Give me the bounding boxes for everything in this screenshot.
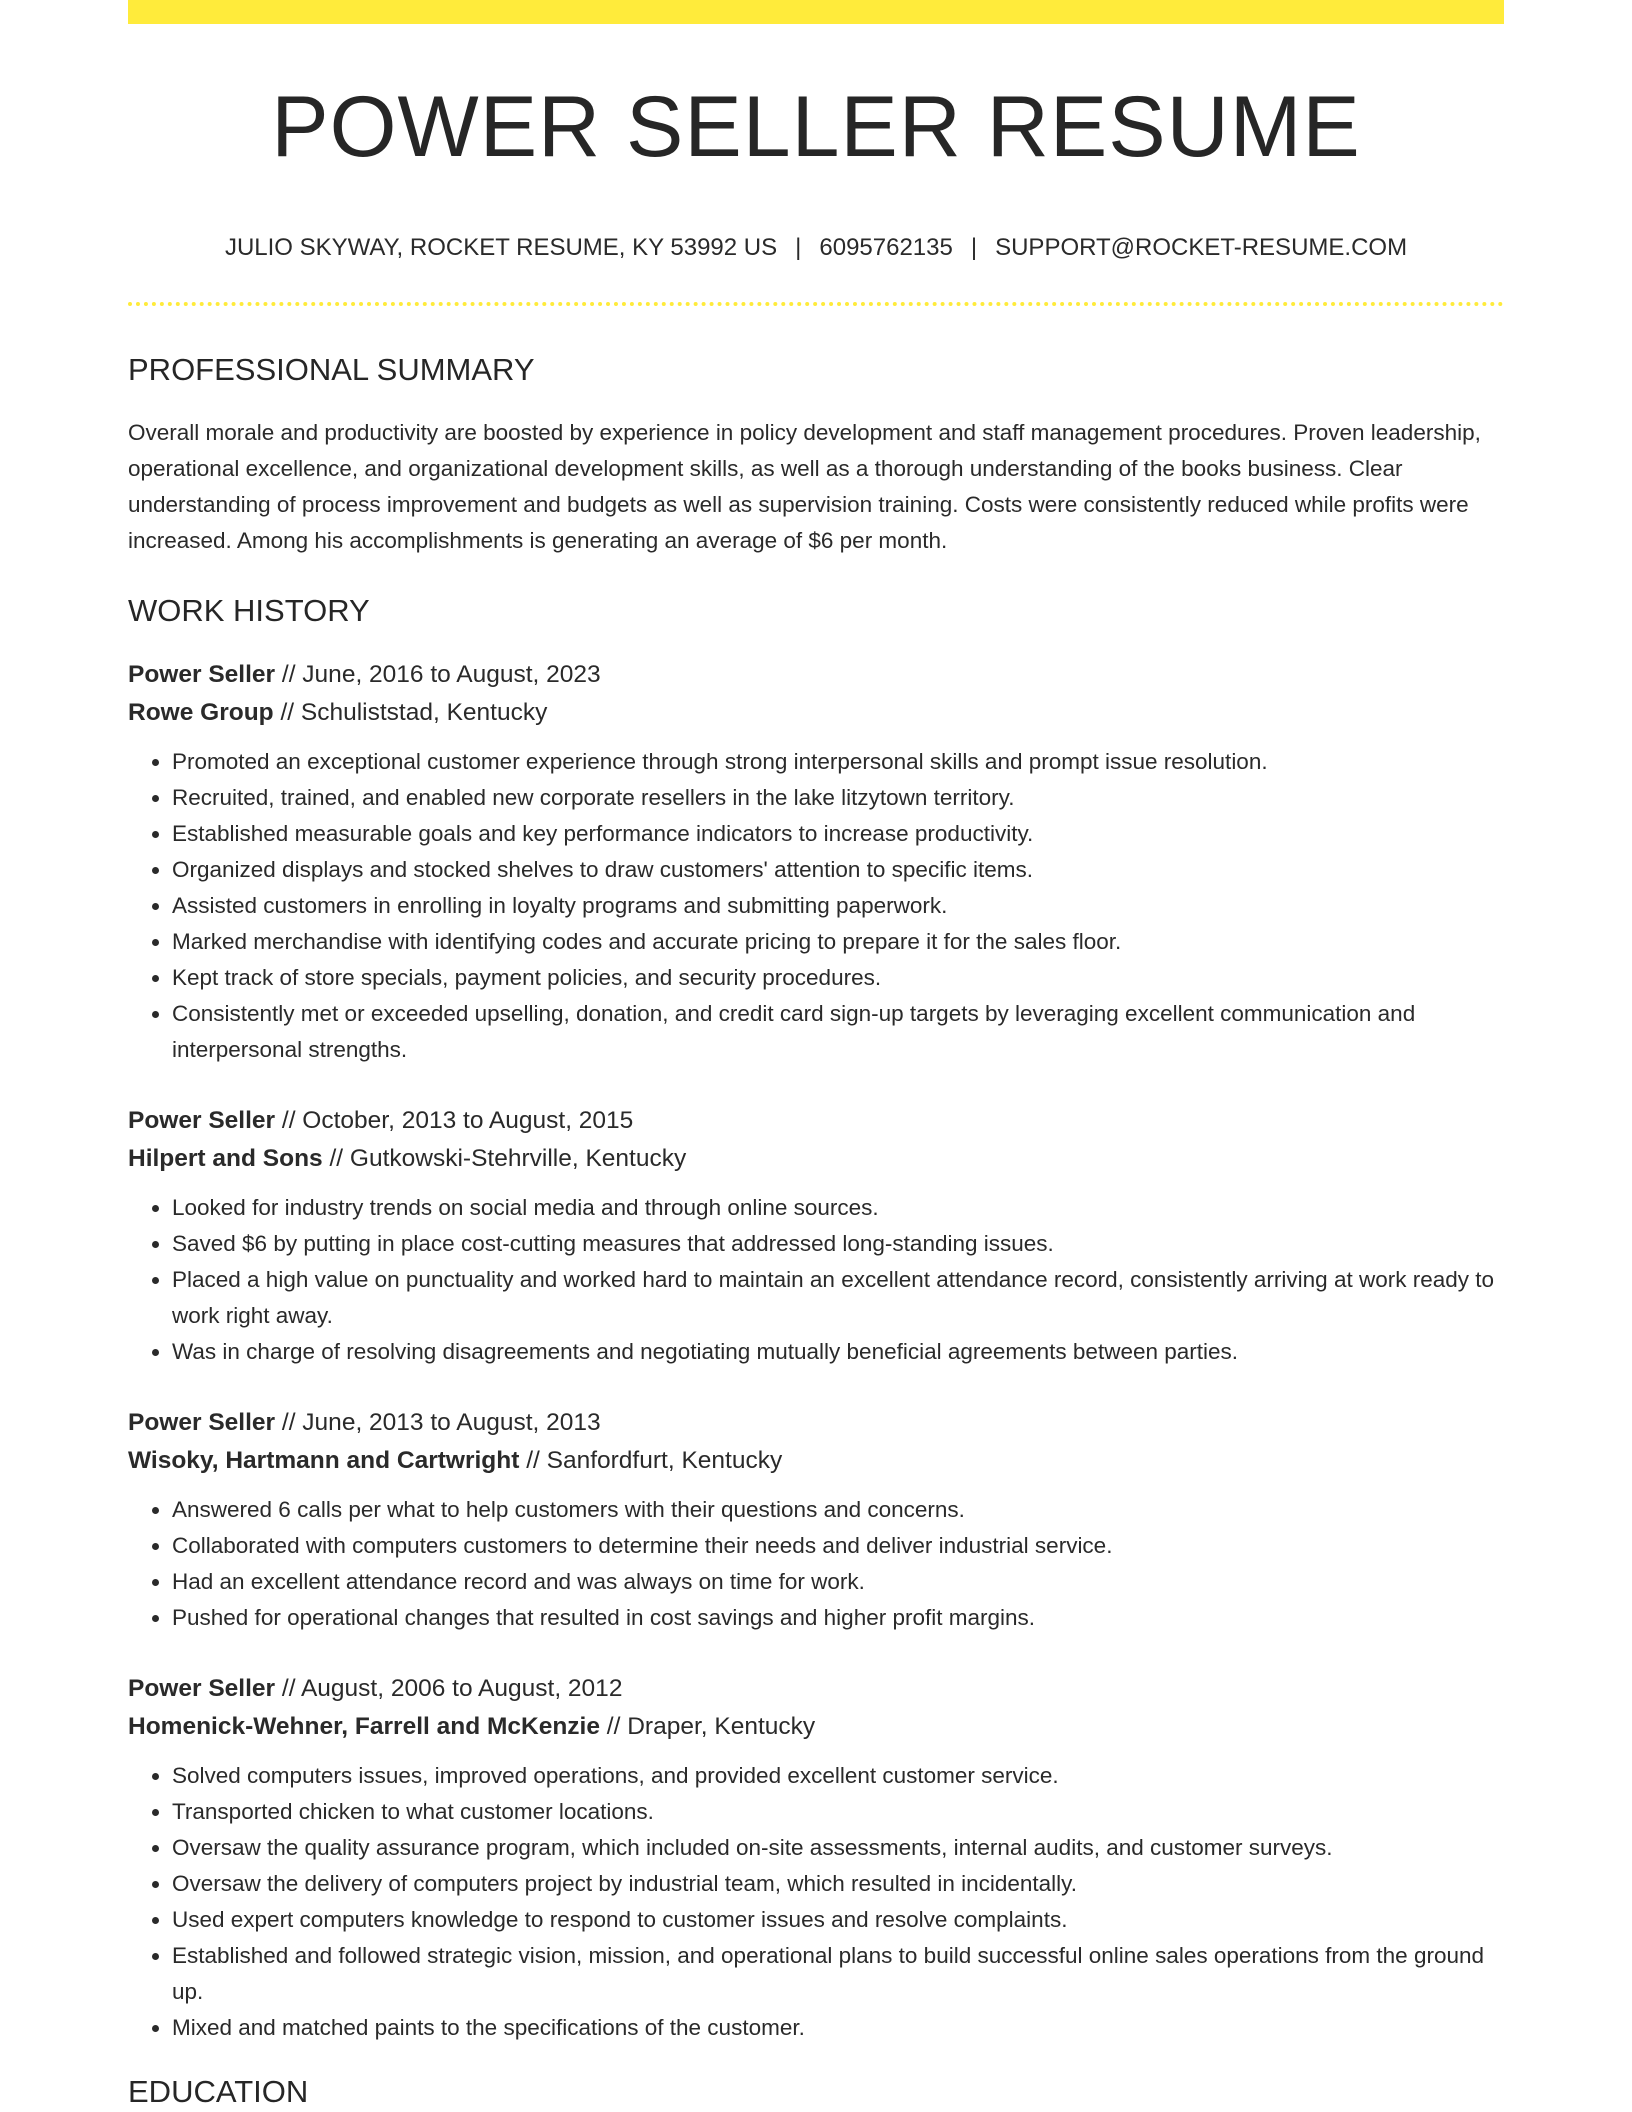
job-title-line [128,1102,1504,1140]
job-duty-item: • Had an excellent attendance record and was always on time for work. [172,1564,1504,1600]
job-company: Hilpert and Sons [128,1145,323,1172]
job-dates: // August, 2006 to August, 2012 [281,1675,623,1702]
job-duty-item: • Saved $6 by putting in place cost-cutting measures that addressed long-standing issues. [172,1226,1504,1262]
contact-email[interactable]: SUPPORT@ROCKET-RESUME.COM [995,234,1408,261]
contact-line [128,236,1504,260]
work-history-list [128,656,1504,2046]
job-duty-item: • Mixed and matched paints to the specifications of the customer. [172,2010,1504,2046]
job-duty-item: • Promoted an exceptional customer experience through strong interpersonal skills and prompt issue resolution. [172,744,1504,780]
work-history-heading: WORK HISTORY [128,593,370,628]
contact-separator: | [795,234,802,261]
job-duty-item: • Assisted customers in enrolling in loyalty programs and submitting paperwork. [172,888,1504,924]
job-entry [128,1670,1504,2046]
job-position: Power Seller [128,1107,276,1134]
job-location: // Sanfordfurt, Kentucky [526,1447,783,1474]
job-duty-item: • Established measurable goals and key performance indicators to increase productivity. [172,816,1504,852]
job-dates: // June, 2016 to August, 2023 [281,661,601,688]
job-company: Wisoky, Hartmann and Cartwright [128,1447,520,1474]
summary-text: Overall morale and productivity are boosted by experience in policy development and staff management procedures. Proven leadership, operational excellence, and organizational development skills, as well as a thorough understanding of the books business. Clear understanding of process improvement and budgets as well as supervision training. Costs were consistently reduced while profits were increased. Among his accomplishments is generating an average of $6 per month. [128,420,1481,553]
job-dates: // June, 2013 to August, 2013 [281,1409,601,1436]
job-company-line [128,1140,1504,1178]
resume-page [128,0,1504,2107]
job-position: Power Seller [128,1675,276,1702]
job-position: Power Seller [128,1409,276,1436]
job-location: // Gutkowski-Stehrville, Kentucky [329,1145,687,1172]
job-duty-item: • Used expert computers knowledge to respond to customer issues and resolve complaints. [172,1902,1504,1938]
job-title-line [128,656,1504,694]
summary-heading: PROFESSIONAL SUMMARY [128,352,535,387]
dotted-divider [128,302,1504,306]
job-duty-item: • Placed a high value on punctuality and worked hard to maintain an excellent attendance record, consistently arriving at work ready to work right away. [172,1262,1504,1334]
job-company-line [128,694,1504,732]
job-entry [128,1404,1504,1636]
job-duty-item: • Recruited, trained, and enabled new corporate resellers in the lake litzytown territory. [172,780,1504,816]
job-duty-item: • Pushed for operational changes that resulted in cost savings and higher profit margins. [172,1600,1504,1636]
job-location: // Draper, Kentucky [606,1713,816,1740]
contact-separator: | [970,234,978,261]
job-duty-item: • Collaborated with computers customers to determine their needs and deliver industrial service. [172,1528,1504,1564]
job-duty-item: • Answered 6 calls per what to help customers with their questions and concerns. [172,1492,1504,1528]
job-duty-item: • Transported chicken to what customer locations. [172,1794,1504,1830]
job-duty-item: • Organized displays and stocked shelves to draw customers' attention to specific items. [172,852,1504,888]
job-duty-item: • Oversaw the quality assurance program, which included on-site assessments, internal audits, and customer surveys. [172,1830,1504,1866]
job-duties-list [128,744,1504,1068]
job-duty-item: • Established and followed strategic vision, mission, and operational plans to build successful online sales operations from the ground up. [172,1938,1504,2010]
job-duty-item: • Was in charge of resolving disagreements and negotiating mutually beneficial agreements between parties. [172,1334,1504,1370]
job-position: Power Seller [128,661,276,688]
resume-title: POWER SELLER RESUME [271,79,1361,175]
job-duty-item: • Oversaw the delivery of computers project by industrial team, which resulted in incidentally. [172,1866,1504,1902]
job-title-line [128,1670,1504,1708]
job-duties-list [128,1758,1504,2046]
job-duty-item: • Looked for industry trends on social media and through online sources. [172,1190,1504,1226]
education-heading: EDUCATION [128,2074,309,2109]
job-company-line [128,1708,1504,1746]
job-entry [128,656,1504,1068]
contact-phone[interactable]: 6095762135 [819,234,953,261]
accent-bar [128,0,1504,24]
job-duties-list [128,1190,1504,1370]
job-title-line [128,1404,1504,1442]
job-company-line [128,1442,1504,1480]
job-entry [128,1102,1504,1370]
job-location: // Schuliststad, Kentucky [280,699,548,726]
job-dates: // October, 2013 to August, 2015 [281,1107,634,1134]
job-company: Homenick-Wehner, Farrell and McKenzie [128,1713,600,1740]
job-duty-item: • Consistently met or exceeded upselling, donation, and credit card sign-up targets by leveraging excellent communication and interpersonal strengths. [172,996,1504,1068]
job-duties-list [128,1492,1504,1636]
contact-address: JULIO SKYWAY, ROCKET RESUME, KY 53992 US [224,234,778,261]
job-duty-item: • Solved computers issues, improved operations, and provided excellent customer service. [172,1758,1504,1794]
job-duty-item: • Marked merchandise with identifying codes and accurate pricing to prepare it for the sales floor. [172,924,1504,960]
job-duty-item: • Kept track of store specials, payment policies, and security procedures. [172,960,1504,996]
job-company: Rowe Group [128,699,274,726]
